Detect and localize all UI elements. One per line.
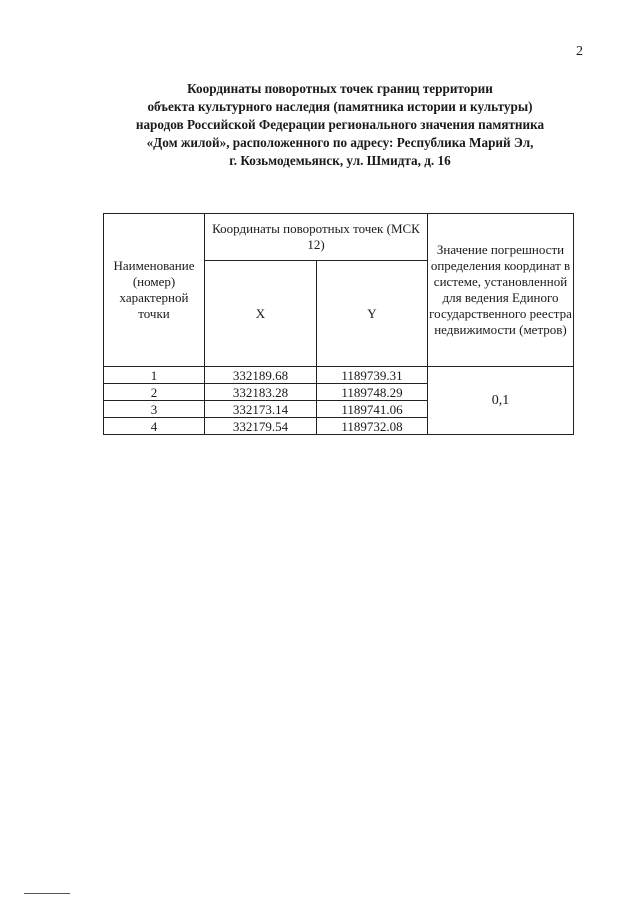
title-line-2: объекта культурного наследия (памятника истории и культуры) bbox=[147, 99, 533, 114]
title-line-1: Координаты поворотных точек границ территории bbox=[187, 81, 493, 96]
row-x: 332179.54 bbox=[205, 418, 317, 435]
row-y: 1189748.29 bbox=[317, 384, 428, 401]
row-y: 1189732.08 bbox=[317, 418, 428, 435]
header-coordinates: Координаты поворотных точек (МСК 12) bbox=[205, 214, 428, 261]
row-number: 1 bbox=[104, 367, 205, 384]
header-x: X bbox=[205, 261, 317, 367]
row-x: 332173.14 bbox=[205, 401, 317, 418]
footer-divider bbox=[24, 893, 70, 894]
document-title bbox=[100, 80, 580, 170]
page-number: 2 bbox=[576, 44, 583, 59]
title-line-5: г. Козьмодемьянск, ул. Шмидта, д. 16 bbox=[229, 153, 451, 168]
row-number: 3 bbox=[104, 401, 205, 418]
row-x: 332183.28 bbox=[205, 384, 317, 401]
row-number: 2 bbox=[104, 384, 205, 401]
header-error: Значение погрешности определения координат в системе, установленной для ведения Единого государственного реестра недвижимости (метров) bbox=[428, 214, 574, 367]
title-line-4: «Дом жилой», расположенного по адресу: Республика Марий Эл, bbox=[146, 135, 534, 150]
header-y: Y bbox=[317, 261, 428, 367]
table-row bbox=[104, 367, 574, 384]
row-x: 332189.68 bbox=[205, 367, 317, 384]
title-line-3: народов Российской Федерации регионального значения памятника bbox=[135, 117, 545, 132]
error-value: 0,1 bbox=[428, 367, 574, 435]
row-y: 1189739.31 bbox=[317, 367, 428, 384]
coordinates-table bbox=[103, 213, 574, 435]
row-number: 4 bbox=[104, 418, 205, 435]
row-y: 1189741.06 bbox=[317, 401, 428, 418]
header-point-name: Наименование (номер) характерной точки bbox=[104, 214, 205, 367]
